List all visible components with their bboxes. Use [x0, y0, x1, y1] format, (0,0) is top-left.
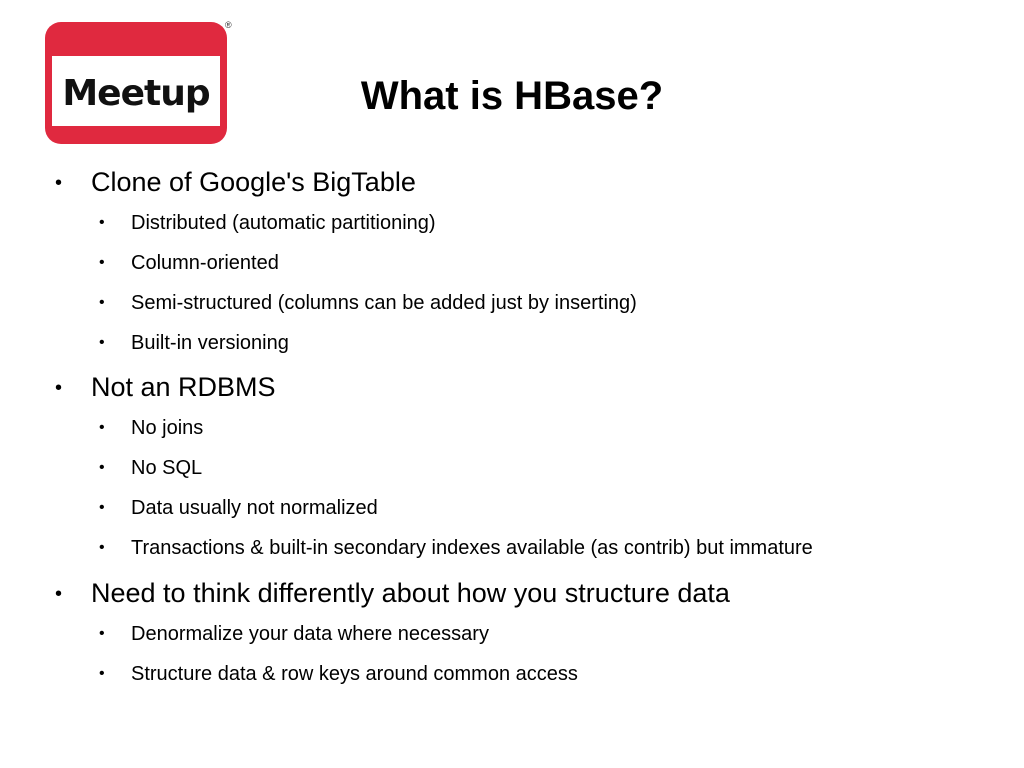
- sub-bullet-text: Structure data & row keys around common access: [131, 663, 578, 685]
- sub-bullet-marker: •: [99, 539, 105, 556]
- bullet-marker: •: [55, 377, 63, 399]
- sub-bullet-marker: •: [99, 334, 105, 351]
- sub-bullet-text: Distributed (automatic partitioning): [131, 212, 436, 234]
- bullet-marker: •: [55, 583, 63, 605]
- sub-bullet-text: No SQL: [131, 457, 203, 479]
- sub-bullet-marker: •: [99, 625, 105, 642]
- sub-bullet-marker: •: [99, 459, 105, 476]
- sub-bullet-text: No joins: [131, 417, 204, 439]
- sub-bullet-text: Column-oriented: [131, 252, 279, 274]
- sub-bullet-marker: •: [99, 665, 105, 682]
- sub-bullet-text: Transactions & built-in secondary indexes available (as contrib) but immature: [131, 537, 813, 559]
- sub-bullet-marker: •: [99, 214, 105, 231]
- sub-bullet-marker: •: [99, 499, 105, 516]
- sub-bullet-marker: •: [99, 254, 105, 271]
- registered-mark: ®: [225, 20, 232, 30]
- bullet-marker: •: [55, 172, 63, 194]
- sub-bullet-marker: •: [99, 294, 105, 311]
- bullet-text: Clone of Google's BigTable: [91, 167, 416, 197]
- meetup-wordmark: Meetup: [62, 73, 210, 114]
- bullet-text: Not an RDBMS: [91, 372, 276, 402]
- sub-bullet-text: Built-in versioning: [131, 332, 289, 354]
- sub-bullet-text: Denormalize your data where necessary: [131, 623, 489, 645]
- sub-bullet-text: Data usually not normalized: [131, 497, 378, 519]
- bullet-text: Need to think differently about how you structure data: [91, 578, 730, 608]
- slide-title: What is HBase?: [360, 74, 664, 118]
- sub-bullet-text: Semi-structured (columns can be added just by inserting): [131, 292, 637, 314]
- sub-bullet-marker: •: [99, 419, 105, 436]
